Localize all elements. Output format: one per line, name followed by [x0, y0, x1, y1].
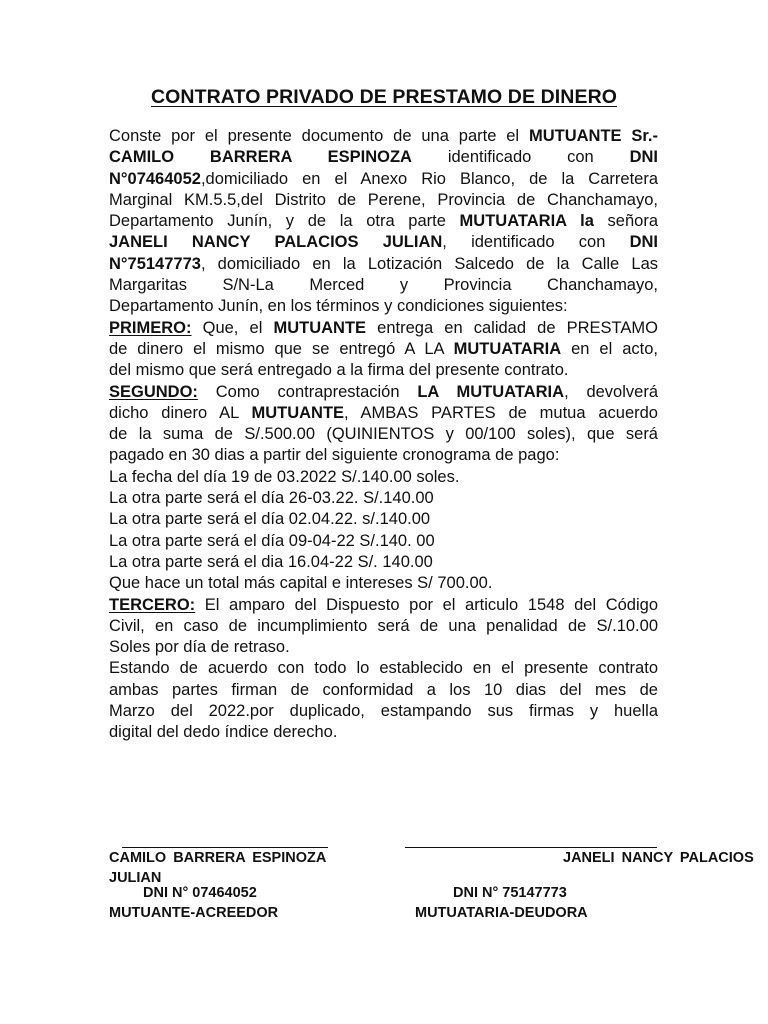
contract-line	[109, 339, 658, 360]
line-text: señora	[593, 212, 658, 231]
contract-line	[109, 254, 658, 275]
line-text: identificado con	[411, 148, 630, 167]
contract-line	[109, 680, 658, 701]
clause-heading: PRIMERO:	[109, 318, 192, 337]
mutuataria-name: JANELI NANCY PALACIOS	[563, 850, 754, 866]
contract-line	[109, 637, 658, 658]
line-text: Marzo del 2022.por duplicado, estampando sus firmas y huella	[109, 702, 658, 721]
bold-text: N°07464052	[109, 169, 201, 188]
line-text: , AMBAS PARTES de mutua acuerdo	[344, 403, 658, 422]
line-text: Estando de acuerdo con todo lo establecido en el presente contrato	[109, 659, 658, 678]
line-text: Departamento Junín, y de la otra parte	[109, 212, 460, 231]
contract-line	[109, 616, 658, 637]
line-text: de la suma de S/.500.00 (QUINIENTOS y 00/100 soles), que será	[109, 425, 658, 444]
bold-text: JANELI NANCY PALACIOS JULIAN	[109, 233, 443, 252]
contract-line	[109, 169, 658, 190]
bold-text: MUTUANTE Sr.-	[528, 127, 658, 145]
line-text: Que, el	[191, 318, 274, 337]
contract-line	[109, 318, 658, 339]
line-text: pagado en 30 dias a partir del siguiente cronograma de pago:	[109, 446, 560, 465]
contract-line	[109, 232, 658, 253]
line-text: entrega en calidad de PRESTAMO	[366, 318, 658, 337]
bold-text: DNI	[629, 148, 658, 167]
contract-line	[109, 509, 658, 530]
bold-text: MUTUANTE	[273, 318, 367, 337]
contract-line	[109, 424, 658, 445]
contract-line	[109, 552, 658, 573]
contract-line	[109, 382, 658, 403]
contract-line	[109, 147, 658, 168]
line-text: Como contraprestación	[197, 382, 418, 401]
line-text: La fecha del día 19 de 03.2022 S/.140.00 soles.	[109, 467, 460, 486]
line-text: La otra parte será el dia 16.04-22 S/. 140.00	[109, 552, 433, 571]
bold-text: MUTUATARIA	[453, 339, 562, 358]
line-text: digital del dedo índice derecho.	[109, 723, 338, 742]
mutuante-role: MUTUANTE-ACREEDOR	[109, 905, 279, 921]
bold-text: LA MUTUATARIA	[417, 382, 565, 401]
line-text: , identificado con	[442, 233, 630, 252]
mutuataria-name-continued: JULIAN	[109, 870, 162, 886]
line-text: ,domiciliado en el Anexo Rio Blanco, de la Carretera	[200, 169, 658, 188]
line-text: del mismo que será entregado a la firma del presente contrato.	[109, 361, 569, 380]
line-text: La otra parte será el día 09-04-22 S/.140. 00	[109, 531, 435, 550]
contract-line	[109, 190, 658, 211]
mutuataria-dni: DNI N° 75147773	[453, 885, 567, 901]
mutuataria-role: MUTUATARIA-DEUDORA	[415, 905, 588, 921]
bold-text: DNI	[629, 233, 658, 252]
contract-line	[109, 211, 658, 232]
contract-line	[109, 445, 658, 466]
line-text: en el acto,	[561, 339, 658, 358]
contract-line	[109, 275, 658, 296]
contract-line	[109, 360, 658, 381]
line-text: , domiciliado en la Lotización Salcedo de la Calle Las	[200, 254, 658, 273]
bold-text: MUTUANTE	[251, 403, 345, 422]
contract-line	[109, 296, 658, 317]
line-text: , devolverá	[564, 382, 658, 401]
contract-line	[109, 722, 658, 743]
contract-line	[109, 488, 658, 509]
contract-line	[109, 403, 658, 424]
contract-line	[109, 658, 658, 679]
contract-line	[109, 595, 658, 616]
contract-line	[109, 531, 658, 552]
line-text: dicho dinero AL	[109, 403, 252, 422]
line-text: La otra parte será el día 02.04.22. s/.140.00	[109, 510, 431, 529]
line-text: Civil, en caso de incumplimiento será de una penalidad de S/.10.00	[109, 616, 658, 635]
contract-body	[109, 126, 658, 744]
mutuante-name: CAMILO BARRERA ESPINOZA	[109, 850, 327, 866]
contract-line	[109, 126, 658, 147]
document-title: CONTRATO PRIVADO DE PRESTAMO DE DINERO	[150, 86, 618, 108]
mutuante-dni: DNI N° 07464052	[143, 885, 257, 901]
contract-line	[109, 573, 658, 594]
clause-heading: SEGUNDO:	[109, 382, 198, 401]
line-text: Marginal KM.5.5,del Distrito de Perene, Provincia de Chanchamayo,	[109, 190, 658, 209]
line-text: Margaritas S/N-La Merced y Provincia Chanchamayo,	[109, 276, 658, 295]
clause-heading: TERCERO:	[109, 595, 196, 614]
line-text: Que hace un total más capital e intereses S/ 700.00.	[109, 574, 493, 593]
line-text: Departamento Junín, en los términos y condiciones siguientes:	[109, 297, 568, 316]
contract-line	[109, 467, 658, 488]
contract-line	[109, 701, 658, 722]
line-text: El amparo del Dispuesto por el articulo 1548 del Código	[195, 595, 658, 614]
line-text: de dinero el mismo que se entregó A LA	[109, 339, 454, 358]
line-text: Conste por el presente documento de una parte el	[109, 127, 529, 145]
bold-text: MUTUATARIA la	[459, 212, 594, 231]
bold-text: CAMILO BARRERA ESPINOZA	[109, 148, 412, 167]
line-text: Soles por día de retraso.	[109, 638, 290, 657]
bold-text: N°75147773	[109, 254, 201, 273]
line-text: ambas partes firman de conformidad a los 10 dias del mes de	[109, 680, 658, 699]
line-text: La otra parte será el día 26-03.22. S/.140.00	[109, 489, 434, 508]
